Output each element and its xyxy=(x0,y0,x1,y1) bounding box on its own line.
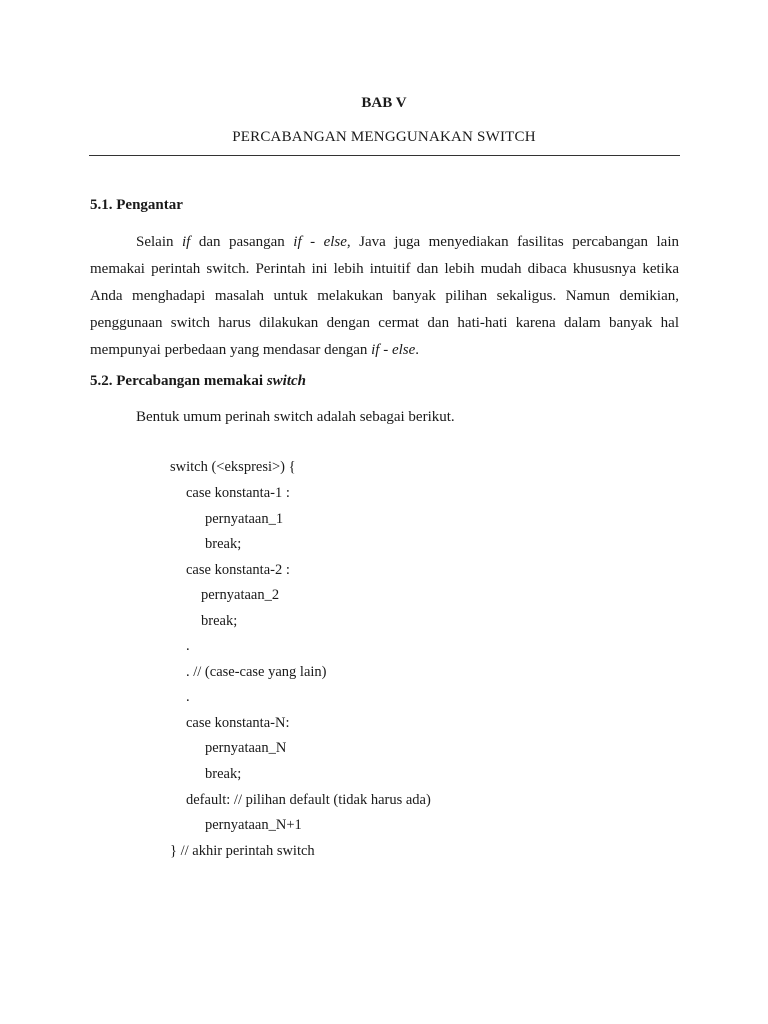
section-heading-switch: 5.2. Percabangan memakai switch xyxy=(90,373,306,389)
code-line: switch (<ekspresi>) { xyxy=(170,459,296,475)
section-heading-pengantar: 5.1. Pengantar xyxy=(90,197,183,213)
section-intro-text: Bentuk umum perinah switch adalah sebagai berikut. xyxy=(136,409,455,425)
code-line: . xyxy=(186,638,190,654)
paragraph-line: mempunyai perbedaan yang mendasar dengan if - else. xyxy=(90,342,420,358)
title-divider xyxy=(89,155,680,156)
code-line: pernyataan_N+1 xyxy=(205,817,302,833)
code-line: case konstanta-1 : xyxy=(186,485,290,501)
code-line: default: // pilihan default (tidak harus ada) xyxy=(186,792,431,808)
code-line: pernyataan_2 xyxy=(201,587,280,603)
chapter-number: BAB V xyxy=(361,95,407,111)
code-line: break; xyxy=(205,766,242,782)
paragraph-line: penggunaan switch harus dilakukan dengan cermat dan hati-hati karena dalam banyak hal xyxy=(90,315,679,331)
code-line: case konstanta-N: xyxy=(186,715,290,731)
code-line: pernyataan_N xyxy=(205,740,287,756)
code-line: pernyataan_1 xyxy=(205,511,284,527)
code-line: break; xyxy=(205,536,242,552)
code-line: } // akhir perintah switch xyxy=(170,843,315,859)
paragraph-line: Selain if dan pasangan if - else, Java juga menyediakan fasilitas percabangan lain xyxy=(136,234,679,250)
chapter-title: PERCABANGAN MENGGUNAKAN SWITCH xyxy=(232,129,536,145)
code-line: break; xyxy=(201,613,238,629)
paragraph-pengantar xyxy=(90,229,679,364)
code-line: case konstanta-2 : xyxy=(186,562,290,578)
paragraph-line: Anda menghadapi masalah untuk melakukan banyak pilihan sekaligus. Namun demikian, xyxy=(90,288,679,304)
code-line: . xyxy=(186,689,190,705)
paragraph-line: memakai perintah switch. Perintah ini lebih intuitif dan lebih mudah dibaca khususnya ketika xyxy=(90,261,679,277)
code-line: . // (case-case yang lain) xyxy=(186,664,327,680)
